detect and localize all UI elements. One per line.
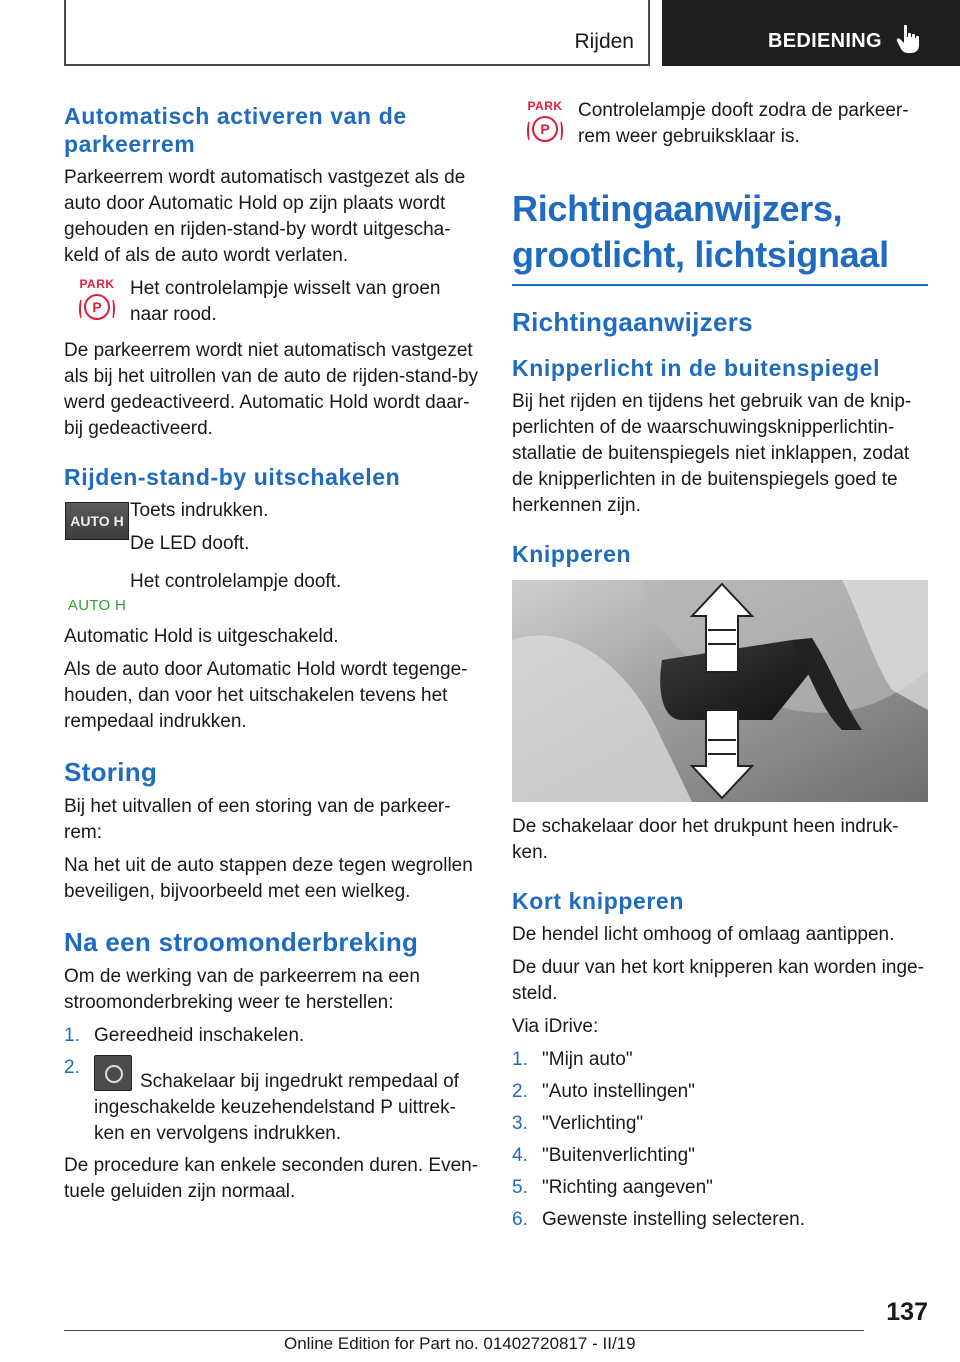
- right-column: [512, 99, 928, 1239]
- heading-kort-knipperen: Kort knipperen: [512, 888, 684, 914]
- list-item: 2. Schakelaar bij ingedrukt rempedaal of ingeschakelde keuzehendelstand P uittrek-ken en vervolgens indrukken.: [64, 1057, 459, 1144]
- paragraph: De hendel licht omhoog of omlaag aantippen.: [512, 924, 895, 945]
- indicator-row: [512, 98, 928, 150]
- indicator-text: Controlelampje dooft zodra de parkeer-rem weer gebruiksklaar is.: [578, 100, 909, 147]
- footer-rule: [64, 1330, 864, 1331]
- left-column: [64, 102, 480, 1212]
- header-section-box: [64, 0, 650, 66]
- indicator-row: [64, 276, 480, 328]
- instruction-text: De LED dooft.: [130, 533, 250, 554]
- chapter-heading: Richtingaanwijzers, grootlicht, lichtsignaal: [512, 188, 889, 275]
- parking-brake-switch-icon: [94, 1055, 132, 1091]
- list-item: 1. Gereedheid inschakelen.: [64, 1025, 305, 1046]
- paragraph: Als de auto door Automatic Hold wordt tegenge-houden, dan voor het uitschakelen tevens het rempedaal indrukken.: [64, 659, 468, 732]
- park-brake-indicator-icon: PARK P: [77, 278, 117, 326]
- paragraph: Via iDrive:: [512, 1016, 599, 1037]
- paragraph: Parkeerrem wordt automatisch vastgezet als de auto door Automatic Hold op zijn plaats wordt gehouden en rijden-stand-by wordt uitgescha-keld of als de auto wordt verlaten.: [64, 167, 466, 266]
- park-brake-indicator-icon: PARK P: [525, 100, 565, 148]
- paragraph: Bij het uitvallen of een storing van de parkeer-rem:: [64, 796, 451, 843]
- heading-rule: [512, 284, 928, 286]
- page-number: 137: [886, 1298, 928, 1326]
- paragraph: Automatic Hold is uitgeschakeld.: [64, 626, 339, 647]
- button-row: [64, 498, 480, 557]
- list-item: 3. "Verlichting": [512, 1113, 644, 1134]
- auto-h-button-icon: AUTO H: [65, 502, 129, 540]
- instruction-text: Toets indrukken.: [130, 500, 269, 521]
- header-chapter-title: BEDIENING: [768, 30, 882, 52]
- heading-knipperlicht: Knipperlicht in de buitenspiegel: [512, 355, 881, 381]
- paragraph: De duur van het kort knipperen kan worden inge-steld.: [512, 957, 924, 1004]
- heading-richtingaanwijzers: Richtingaanwijzers: [512, 307, 753, 337]
- turn-signal-lever-photo: [512, 580, 928, 802]
- list-item: 1. "Mijn auto": [512, 1049, 633, 1070]
- heading-storing: Storing: [64, 757, 158, 787]
- list-item: 6. Gewenste instelling selecteren.: [512, 1209, 805, 1230]
- header-section-title: Rijden: [574, 30, 634, 53]
- heading-automatisch-activeren: Automatisch activeren van de parkeerrem: [64, 103, 407, 157]
- heading-rijden-stand-by: Rijden-stand-by uitschakelen: [64, 464, 401, 490]
- indicator-row: [64, 569, 480, 614]
- pointing-hand-icon: [896, 24, 922, 54]
- footer-edition: Online Edition for Part no. 01402720817 - II/19: [284, 1334, 636, 1353]
- list-item: 2. "Auto instellingen": [512, 1081, 695, 1102]
- heading-stroomonderbreking: Na een stroomonderbreking: [64, 927, 419, 957]
- paragraph: Om de werking van de parkeerrem na een stroomonderbreking weer te herstellen:: [64, 966, 420, 1013]
- heading-knipperen: Knipperen: [512, 541, 632, 567]
- indicator-text: Het controlelampje dooft.: [130, 571, 342, 592]
- paragraph: De schakelaar door het drukpunt heen indruk-ken.: [512, 816, 899, 863]
- numbered-list: [512, 1047, 928, 1233]
- paragraph: De parkeerrem wordt niet automatisch vastgezet als bij het uitrollen van de auto de rijden-stand-by werd gedeactiveerd. Automatic Hold wordt daar-bij gedeactiveerd.: [64, 340, 479, 439]
- paragraph: Na het uit de auto stappen deze tegen wegrollen beveiligen, bijvoorbeeld met een wielkeg.: [64, 855, 473, 902]
- list-item: 4. "Buitenverlichting": [512, 1145, 695, 1166]
- paragraph: De procedure kan enkele seconden duren. Even-tuele geluiden zijn normaal.: [64, 1155, 479, 1202]
- numbered-list: [64, 1023, 480, 1147]
- header-chapter-tab: [662, 0, 960, 66]
- list-item: 5. "Richting aangeven": [512, 1177, 713, 1198]
- auto-h-indicator-icon: AUTO H: [67, 597, 127, 614]
- indicator-text: Het controlelampje wisselt van groen naar rood.: [130, 278, 441, 325]
- paragraph: Bij het rijden en tijdens het gebruik van de knip-perlichten of de waarschuwingsknipperlichtin-stallatie de buitenspiegels niet inklappen, zodat de knipperlichten in de buitenspiegels goed te herkennen zijn.: [512, 391, 912, 516]
